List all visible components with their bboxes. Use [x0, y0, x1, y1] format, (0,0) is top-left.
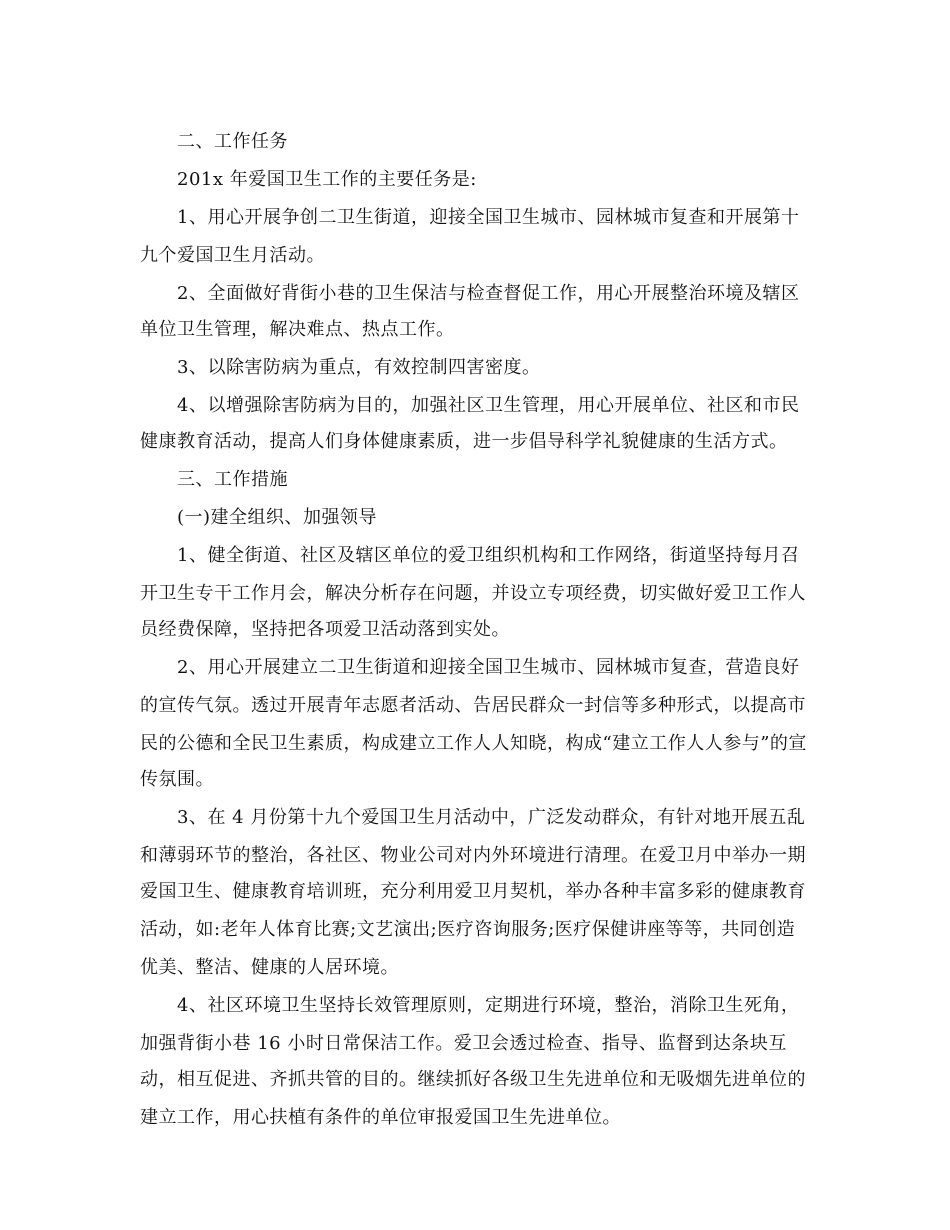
paragraph-line: 4、以增强除害防病为目的，加强社区卫生管理，用心开展单位、社区和市民 [177, 395, 800, 416]
paragraph-line: 九个爱国卫生月活动。 [140, 245, 325, 266]
paragraph-line: 3、在 4 月份第十九个爱国卫生月活动中，广泛发动群众，有针对地开展五乱 [177, 807, 806, 828]
paragraph-line: 4、社区环境卫生坚持长效管理原则，定期进行环境，整治，消除卫生死角， [177, 995, 800, 1016]
paragraph-line: 3、以除害防病为重点，有效控制四害密度。 [177, 357, 541, 378]
paragraph-line: 加强背街小巷 16 小时日常保洁工作。爱卫会透过检查、指导、监督到达条块互 [140, 1033, 787, 1054]
paragraph-line: 优美、整洁、健康的人居环境。 [140, 957, 399, 978]
paragraph-line: 建立工作，用心扶植有条件的单位审报爱国卫生先进单位。 [140, 1107, 621, 1128]
paragraph-line: 单位卫生管理，解决难点、热点工作。 [140, 319, 455, 340]
paragraph-line: 1、健全街道、社区及辖区单位的爱卫组织机构和工作网络，街道坚持每月召 [177, 545, 800, 566]
paragraph-line: 爱国卫生、健康教育培训班，充分利用爱卫月契机，举办各种丰富多彩的健康教育 [140, 881, 806, 902]
paragraph-line: 和薄弱环节的整治，各社区、物业公司对内外环境进行清理。在爱卫月中举办一期 [140, 845, 806, 866]
paragraph-line: 的宣传气氛。透过开展青年志愿者活动、告居民群众一封信等多种形式，以提高市 [140, 695, 806, 716]
paragraph-line: 2、用心开展建立二卫生街道和迎接全国卫生城市、园林城市复查，营造良好 [177, 657, 800, 678]
paragraph-line: 民的公德和全民卫生素质，构成建立工作人人知晓，构成“建立工作人人参与”的宣 [140, 733, 807, 754]
section-heading: 二、工作任务 [177, 131, 288, 152]
paragraph-line: 动，相互促进、齐抓共管的目的。继续抓好各级卫生先进单位和无吸烟先进单位的 [140, 1069, 806, 1090]
paragraph-line: 开卫生专干工作月会，解决分析存在问题，并设立专项经费，切实做好爱卫工作人 [140, 583, 806, 604]
section-heading: 三、工作措施 [177, 469, 288, 490]
paragraph-line: 2、全面做好背街小巷的卫生保洁与检查督促工作，用心开展整治环境及辖区 [177, 283, 800, 304]
subsection-heading: (一)建全组织、加强领导 [177, 507, 378, 528]
paragraph-line: 201x 年爱国卫生工作的主要任务是: [177, 169, 477, 190]
paragraph-line: 1、用心开展争创二卫生街道，迎接全国卫生城市、园林城市复查和开展第十 [177, 207, 800, 228]
paragraph-line: 员经费保障，坚持把各项爱卫活动落到实处。 [140, 619, 510, 640]
paragraph-line: 健康教育活动，提高人们身体健康素质，进一步倡导科学礼貌健康的生活方式。 [140, 431, 788, 452]
paragraph-line: 活动，如:老年人体育比赛;文艺演出;医疗咨询服务;医疗保健讲座等等，共同创造 [140, 919, 796, 940]
paragraph-line: 传氛围。 [140, 769, 214, 790]
